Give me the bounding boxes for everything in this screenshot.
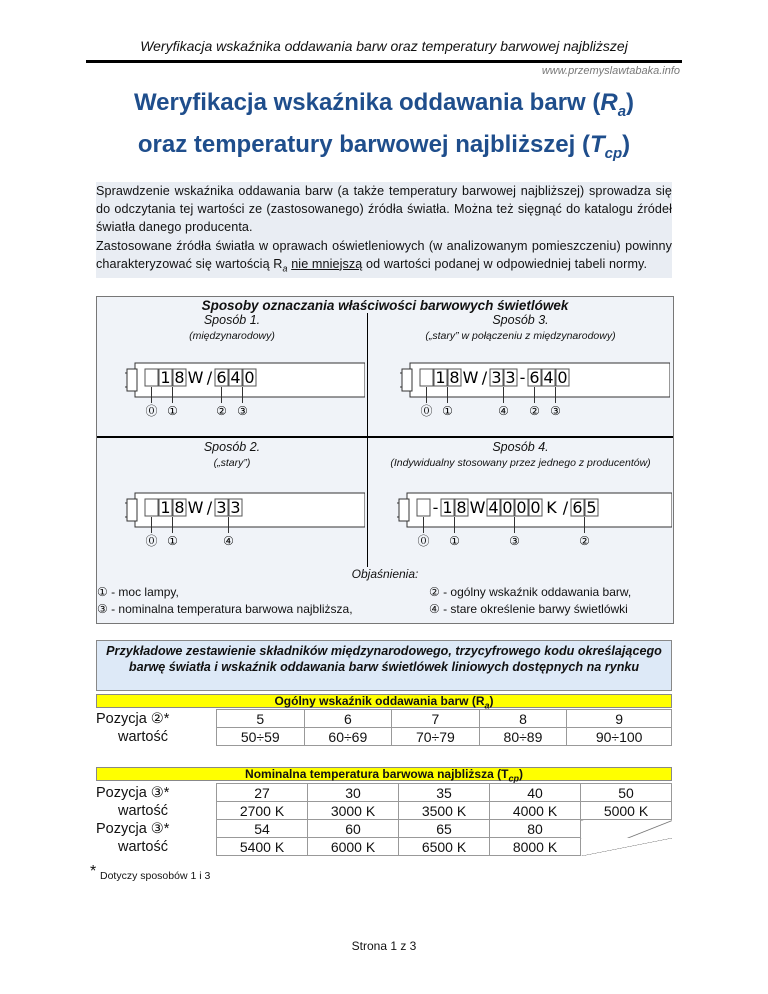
marker-label: ⓪ (145, 404, 158, 418)
code-char (417, 499, 430, 516)
code-glyph: 5 (586, 498, 597, 517)
code-char (433, 498, 439, 517)
code-char (520, 368, 526, 387)
tube-cap (127, 369, 137, 391)
code-char (188, 368, 204, 387)
table-cell (581, 838, 672, 856)
table-cell: 80 (490, 820, 581, 838)
code-char (542, 368, 555, 387)
code-glyph: 0 (530, 498, 541, 517)
table-row (96, 802, 672, 820)
code-glyph: 1 (435, 368, 446, 387)
code-glyph: 8 (449, 368, 460, 387)
code-char (470, 498, 486, 517)
code-glyph: W (469, 498, 486, 517)
tcp-grid (96, 783, 672, 856)
table-cell: 7 (392, 710, 480, 728)
code-char (490, 368, 503, 387)
marker-label: ① (167, 404, 178, 418)
color-code-table (90, 640, 672, 882)
code-glyph: K (546, 498, 557, 517)
code-glyph: / (206, 498, 213, 517)
row-label: Pozycja ②* (96, 710, 170, 727)
code-char (188, 498, 204, 517)
table-cell (581, 820, 672, 838)
code-char (546, 498, 557, 517)
code-glyph: 8 (174, 498, 185, 517)
code-box (420, 369, 433, 386)
row-label: Pozycja ③* (96, 820, 170, 837)
table-cell: 90÷100 (567, 728, 672, 746)
code-char (207, 368, 213, 387)
table-cell: 54 (217, 820, 308, 838)
table-cell: 6500 K (399, 838, 490, 856)
code-char (501, 498, 514, 517)
code-char (515, 498, 528, 517)
code-char (571, 498, 584, 517)
code-glyph: W (187, 498, 204, 517)
intro-text (96, 182, 672, 278)
code-glyph: 1 (160, 368, 171, 387)
table-cell: 60÷69 (304, 728, 392, 746)
marker-label: ① (449, 534, 460, 548)
code-glyph: 1 (160, 498, 171, 517)
code-char (463, 368, 479, 387)
table-cell: 3000 K (308, 802, 399, 820)
ra-grid (96, 709, 672, 746)
marker-label: ② (216, 404, 227, 418)
code-glyph: 4 (488, 498, 499, 517)
code-char (173, 498, 186, 517)
table-cell: 8 (479, 710, 567, 728)
tube-cap (127, 499, 137, 521)
code-char (243, 368, 256, 387)
table-cell: 40 (490, 784, 581, 802)
table-caption: Przykładowe zestawienie składników międzynarodowego, trzycyfrowego kodu określającego barwę światła i wskaźnik oddawania barw świetlówek liniowych dostępnych na rynku (96, 640, 672, 691)
table-cell: 4000 K (490, 802, 581, 820)
marker-label: ③ (237, 404, 248, 418)
code-char (159, 498, 172, 517)
code-glyph: 0 (244, 368, 255, 387)
legend-item-1: ① - moc lampy, (97, 585, 179, 599)
marker-label: ① (167, 534, 178, 548)
code-glyph: 4 (543, 368, 554, 387)
legend-item-3: ③ - nominalna temperatura barwowa najbliższa, (97, 602, 353, 616)
table-cell: 6 (304, 710, 392, 728)
marker-label: ③ (509, 534, 520, 548)
code-char (441, 498, 454, 517)
divider-horizontal (97, 436, 673, 438)
code-glyph: 6 (216, 368, 227, 387)
table-cell: 70÷79 (392, 728, 480, 746)
code-glyph: - (519, 368, 526, 387)
code-char (145, 499, 158, 516)
method-1-sub: (międzynarodowy) (189, 330, 275, 342)
table-cell: 9 (567, 710, 672, 728)
code-char (585, 498, 598, 517)
marker-label: ② (579, 534, 590, 548)
code-glyph: 8 (456, 498, 467, 517)
code-glyph: 0 (557, 368, 568, 387)
header-rule (86, 60, 682, 63)
code-char (207, 498, 213, 517)
code-glyph: 4 (230, 368, 241, 387)
table-row (96, 710, 672, 728)
marker-label: ④ (498, 404, 509, 418)
table-cell: 30 (308, 784, 399, 802)
code-char (529, 498, 542, 517)
code-char (215, 498, 228, 517)
code-char (563, 498, 569, 517)
row-label: wartość (118, 802, 168, 819)
code-char (455, 498, 468, 517)
code-glyph: W (187, 368, 204, 387)
page-number: Strona 1 z 3 (351, 939, 417, 953)
footnote-star: * (90, 863, 97, 880)
code-char (556, 368, 569, 387)
code-char (173, 368, 186, 387)
method-3-label: Sposób 3. (492, 313, 549, 327)
table-row (96, 820, 672, 838)
table-row (96, 728, 672, 746)
tube-cap (402, 369, 412, 391)
marker-label: ⓪ (145, 534, 158, 548)
code-glyph: 6 (529, 368, 540, 387)
page-title: Weryfikacja wskaźnika oddawania barw $(R_a)$ oraz temperatury barwowej najbliższej $(T_{cp})$ (133, 89, 635, 162)
table-row (96, 838, 672, 856)
code-box (145, 499, 158, 516)
legend-item-2: ② - ogólny wskaźnik oddawania barw, (429, 585, 632, 599)
code-glyph: 0 (502, 498, 513, 517)
marker-label: ④ (223, 534, 234, 548)
marker-label: ① (442, 404, 453, 418)
code-char (487, 498, 500, 517)
code-glyph: 8 (174, 368, 185, 387)
marker-label: ⓪ (420, 404, 433, 418)
table-cell: 50 (581, 784, 672, 802)
code-box (417, 499, 430, 516)
code-char (434, 368, 447, 387)
table-cell: 3500 K (399, 802, 490, 820)
running-header: Weryfikacja wskaźnika oddawania barw oraz temperatury barwowej najbliższej (140, 38, 628, 54)
method-4-sub: (Indywidualny stosowany przez jednego z producentów) (390, 457, 651, 469)
code-glyph: 6 (572, 498, 583, 517)
code-glyph: / (206, 368, 213, 387)
code-glyph: W (462, 368, 479, 387)
table-cell: 6000 K (308, 838, 399, 856)
tcp-header: Nominalna temperatura barwowa najbliższa $(T_{cp})$ (96, 767, 672, 781)
code-glyph: 3 (505, 368, 516, 387)
code-char (229, 368, 242, 387)
methods-title: Sposoby oznaczania właściwości barwowych świetlówek (201, 298, 569, 313)
intro-paragraph-1: Sprawdzenie wskaźnika oddawania barw (a także temperatury barwowej najbliższej) sprowadza się do odczytania tej wartości ze (zastosowanego) źródła światła. Można też sięgnąć do katalogu źródeł światła danego producenta. (96, 184, 672, 235)
code-glyph: / (562, 498, 569, 517)
footnote: Dotyczy sposobów 1 i 3 (100, 870, 211, 882)
table-cell: 60 (308, 820, 399, 838)
method-2-label: Sposób 2. (203, 440, 261, 454)
website-link[interactable]: www.przemyslawtabaka.info (541, 65, 680, 77)
code-glyph: 3 (491, 368, 502, 387)
legend-title: Objaśnienia: (351, 567, 419, 581)
method-1-tube-diagram (125, 349, 365, 419)
method-2-sub: („stary”) (213, 457, 251, 469)
table-cell: 5 (217, 710, 305, 728)
method-4-label: Sposób 4. (492, 440, 549, 454)
marker-label: ⓪ (417, 534, 430, 548)
code-char (504, 368, 517, 387)
code-char (420, 369, 433, 386)
tube-cap (399, 499, 409, 521)
method-3-sub: („stary” w połączeniu z międzynarodowy) (425, 330, 616, 342)
method-2-tube-diagram (125, 479, 365, 549)
table-cell: 27 (217, 784, 308, 802)
code-glyph: 3 (216, 498, 227, 517)
code-glyph: / (481, 368, 488, 387)
table-cell: 50÷59 (217, 728, 305, 746)
code-char (482, 368, 488, 387)
code-box (145, 369, 158, 386)
table-cell: 8000 K (490, 838, 581, 856)
row-label: wartość (118, 728, 168, 745)
code-glyph: - (432, 498, 439, 517)
code-char (448, 368, 461, 387)
methods-box (96, 296, 674, 624)
table-cell: 65 (399, 820, 490, 838)
code-glyph: 0 (516, 498, 527, 517)
method-4-tube-diagram (397, 479, 672, 549)
code-char (229, 498, 242, 517)
table-cell: 2700 K (217, 802, 308, 820)
code-char (215, 368, 228, 387)
legend-item-4: ④ - stare określenie barwy świetlówki (429, 602, 628, 616)
method-1-label: Sposób 1. (203, 313, 261, 327)
intro-paragraph-2: Zastosowane źródła światła w oprawach oświetleniowych (w analizowanym pomieszczeniu) powinny charakteryzować się wartością $R_a$ nie mniejszą od wartości podanej w odpowiedniej tabeli normy. (96, 238, 672, 274)
code-char (159, 368, 172, 387)
table-cell: 5000 K (581, 802, 672, 820)
ra-header: Ogólny wskaźnik oddawania barw $(R_a)$ (96, 694, 672, 708)
marker-label: ③ (550, 404, 561, 418)
table-row (96, 784, 672, 802)
method-3-tube-diagram (400, 349, 670, 419)
code-char (145, 369, 158, 386)
row-label: wartość (118, 838, 168, 855)
code-glyph: 1 (442, 498, 453, 517)
table-cell: 5400 K (217, 838, 308, 856)
marker-label: ② (529, 404, 540, 418)
code-glyph: 3 (230, 498, 241, 517)
code-char (528, 368, 541, 387)
table-cell: 80÷89 (479, 728, 567, 746)
table-cell: 35 (399, 784, 490, 802)
row-label: Pozycja ③* (96, 784, 170, 801)
